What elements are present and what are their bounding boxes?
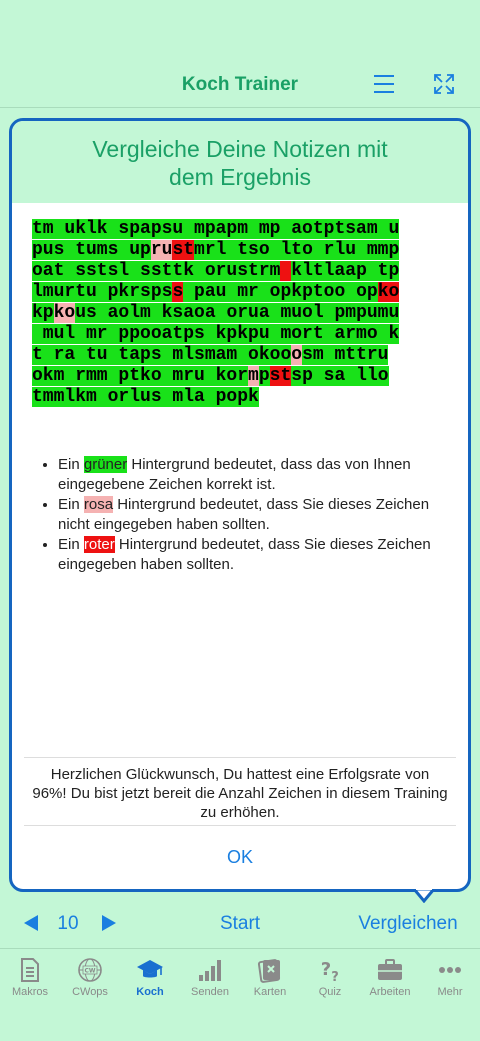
- result-segment: t ra tu taps mlsmam okoo: [32, 345, 292, 365]
- result-line: [32, 303, 448, 324]
- result-segment: m: [248, 366, 259, 386]
- tab-senden[interactable]: [180, 957, 240, 1013]
- next-lesson-icon[interactable]: [98, 913, 118, 933]
- svg-text:?: ?: [331, 970, 339, 983]
- result-segment: kltlaap tp: [291, 261, 400, 281]
- result-segment: st: [269, 366, 292, 386]
- result-segment: mrl tso lto rlu mmp: [194, 240, 400, 260]
- cwops-globe-icon: [77, 957, 103, 983]
- graduation-cap-icon: [136, 957, 164, 983]
- result-segment: kp: [32, 303, 54, 323]
- result-segment: [280, 261, 291, 281]
- more-dots-icon: [436, 957, 464, 983]
- popover-title: [32, 135, 448, 191]
- legend-swatch: grüner: [83, 456, 128, 473]
- svg-text:CW: CW: [84, 967, 96, 975]
- popover-header: [12, 121, 468, 203]
- legend-item: [58, 535, 458, 575]
- divider: [24, 825, 456, 826]
- legend-item: [58, 455, 458, 495]
- signal-bars-icon: [197, 957, 223, 983]
- popover-title-line1: Vergleiche Deine Notizen mit: [92, 136, 388, 162]
- result-segment: us aolm ksaoa orua muol pmpumu: [75, 303, 400, 323]
- result-segment: tmmlkm orlus mla popk: [32, 387, 259, 407]
- prev-lesson-icon[interactable]: [22, 913, 42, 933]
- result-line: [32, 387, 448, 408]
- result-segment: p: [258, 366, 270, 386]
- result-text: [32, 219, 448, 408]
- tab-label: Arbeiten: [369, 986, 411, 998]
- svg-text:?: ?: [320, 959, 332, 980]
- legend-item: [58, 495, 458, 535]
- tab-mehr[interactable]: [420, 957, 480, 1013]
- tab-quiz[interactable]: [300, 957, 360, 1013]
- result-segment: ko: [377, 282, 400, 302]
- result-segment: ko: [53, 303, 76, 323]
- result-segment: o: [291, 345, 303, 365]
- result-line: [32, 345, 448, 366]
- result-segment: mul mr ppooatps kpkpu mort armo k: [32, 324, 400, 344]
- tab-arbeiten[interactable]: [360, 957, 420, 1013]
- expand-arrows-icon[interactable]: [432, 72, 456, 96]
- tab-label: Mehr: [437, 986, 463, 998]
- result-line: [32, 324, 448, 345]
- legend-list: [58, 455, 458, 575]
- tab-label: Makros: [11, 986, 49, 998]
- legend-swatch: roter: [83, 536, 115, 553]
- compare-button[interactable]: Vergleichen: [358, 913, 458, 934]
- result-segment: okm rmm ptko mru kor: [32, 366, 249, 386]
- tab-koch[interactable]: [120, 957, 180, 1013]
- divider: [24, 757, 456, 758]
- result-line: [32, 219, 448, 240]
- legend-text: Ein: [58, 536, 84, 553]
- control-bar: [0, 900, 480, 946]
- briefcase-icon: [376, 957, 404, 983]
- ok-button[interactable]: OK: [226, 847, 253, 867]
- legend-text: Hintergrund bedeutet, dass Sie dieses Zeichen nicht eingegeben haben sollten.: [58, 496, 430, 533]
- result-segment: sm mttru: [302, 345, 389, 365]
- congrats-message: Herzlichen Glückwunsch, Du hattest eine Erfolgsrate von 96%! Du bist jetzt bereit die Anzahl Zeichen in diesem Training zu erhöhen.: [32, 766, 448, 821]
- result-line: [32, 366, 448, 387]
- tab-label: Karten: [253, 986, 287, 998]
- hamburger-menu-icon[interactable]: [372, 72, 396, 96]
- tab-cwops[interactable]: [60, 957, 120, 1013]
- tab-label: Koch: [136, 986, 164, 998]
- start-button[interactable]: Start: [219, 913, 261, 934]
- legend-text: Ein: [58, 456, 84, 473]
- result-line: [32, 240, 448, 261]
- page-title: Koch Trainer: [181, 74, 299, 95]
- result-segment: s: [172, 282, 184, 302]
- tab-label: CWops: [72, 986, 108, 998]
- legend-text: Ein: [58, 496, 84, 513]
- legend-swatch: rosa: [83, 496, 114, 513]
- legend-text: Hintergrund bedeutet, dass Sie dieses Zeichen eingegeben haben sollten.: [58, 536, 431, 573]
- question-marks-icon: [317, 957, 343, 983]
- result-segment: ru: [150, 240, 173, 260]
- tab-bar: [0, 948, 480, 1041]
- popover-title-line2: dem Ergebnis: [169, 164, 311, 190]
- tab-karten[interactable]: [240, 957, 300, 1013]
- lesson-number: 10: [57, 913, 79, 934]
- result-line: [32, 261, 448, 282]
- compare-popover: [9, 118, 471, 892]
- tab-label: Quiz: [318, 986, 342, 998]
- result-segment: st: [172, 240, 195, 260]
- result-segment: sp sa llo: [291, 366, 389, 386]
- result-segment: oat sstsl ssttk orustrm: [32, 261, 281, 281]
- tab-label: Senden: [191, 986, 229, 998]
- result-line: [32, 282, 448, 303]
- result-segment: pau mr opkptoo op: [183, 282, 378, 302]
- tab-makros[interactable]: [0, 957, 60, 1013]
- document-icon: [18, 957, 42, 983]
- cards-icon: [257, 957, 283, 983]
- result-segment: pus tums up: [32, 240, 151, 260]
- result-segment: lmurtu pkrsps: [32, 282, 173, 302]
- legend-text: Hintergrund bedeutet, dass das von Ihnen eingegebene Zeichen korrekt ist.: [58, 456, 411, 493]
- nav-header: [0, 0, 480, 108]
- result-segment: tm uklk spapsu mpapm mp aotptsam u: [32, 219, 400, 239]
